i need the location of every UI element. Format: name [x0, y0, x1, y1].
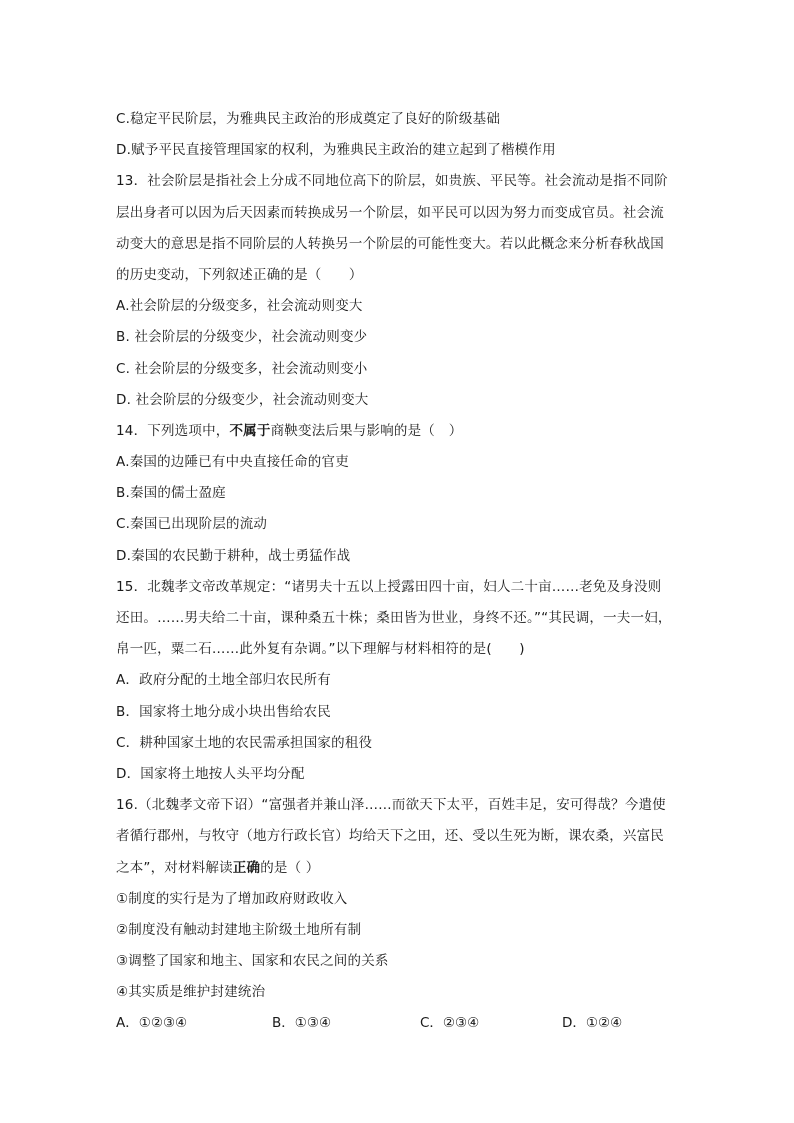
- q13-option-b: B. 社会阶层的分级变少，社会流动则变少: [116, 329, 368, 346]
- q16-stem-prefix: 之本”，对材料解读: [116, 859, 233, 876]
- q12-option-d: D.赋予平民直接管理国家的权利，为雅典民主政治的建立起到了楷模作用: [116, 142, 556, 159]
- q14-option-c: C.秦国已出现阶层的流动: [116, 516, 268, 533]
- q16-statement-2: ②制度没有触动封建地主阶级土地所有制: [116, 921, 362, 938]
- q15-stem-line: 15．北魏孝文帝改革规定：“诸男夫十五以上授露田四十亩，妇人二十亩……老免及身没则: [116, 578, 662, 595]
- q16-statement-1: ①制度的实行是为了增加政府财政收入: [116, 890, 348, 907]
- q14-stem-emphasis: 不属于: [229, 422, 271, 439]
- q14-stem-suffix: 商鞅变法后果与影响的是（ ）: [270, 422, 463, 439]
- q16-option-d: D．①②④: [562, 1015, 623, 1032]
- q16-statement-4: ④其实质是维护封建统治: [116, 984, 266, 1001]
- q14-option-a: A.秦国的边陲已有中央直接任命的官吏: [116, 454, 349, 471]
- q15-option-b: B．国家将土地分成小块出售给农民: [116, 703, 331, 720]
- q16-option-c: C．②③④: [420, 1015, 480, 1032]
- q16-stem-last-line: [116, 853, 696, 884]
- q14-stem: [116, 416, 696, 447]
- q16-stem-suffix: 的是（ ）: [260, 859, 320, 876]
- q16-stem-emphasis: 正确: [232, 859, 261, 876]
- q16-option-a: A．①②③④: [116, 1015, 188, 1032]
- q16-options-row: [116, 1008, 696, 1039]
- q16-stem-line: 16.（北魏孝文帝下诏）“富强者并兼山泽……而欲天下太平，百姓丰足，安可得哉？今遣使: [116, 797, 666, 814]
- q15-stem-line: 帛一匹，粟二石……此外复有杂调。”以下理解与材料相符的是( ): [116, 641, 525, 658]
- q15-option-d: D．国家将土地按人头平均分配: [116, 765, 305, 782]
- exam-page: [116, 104, 696, 1040]
- q15-stem-line: 还田。……男夫给二十亩，课种桑五十株；桑田皆为世业，身终不还。”“其民调，一夫一妇，: [116, 610, 672, 626]
- q13-stem-line: 的历史变动，下列叙述正确的是（ ）: [116, 266, 363, 283]
- q16-stem-line: 者循行郡州，与牧守（地方行政长官）均给天下之田，还、受以生死为断，课农桑，兴富民: [116, 828, 664, 845]
- q16-statement-3: ③调整了国家和地主、国家和农民之间的关系: [116, 953, 389, 970]
- q13-option-d: D. 社会阶层的分级变少，社会流动则变大: [116, 391, 369, 408]
- q13-stem-line: 层出身者可以因为后天因素而转换成另一个阶层，如平民可以因为努力而变成官员。社会流: [116, 204, 664, 221]
- q13-option-a: A.社会阶层的分级变多，社会流动则变大: [116, 298, 363, 315]
- q15-option-a: A．政府分配的土地全部归农民所有: [116, 672, 331, 689]
- q15-option-c: C．耕种国家土地的农民需承担国家的租役: [116, 734, 373, 751]
- q14-option-d: D.秦国的农民勤于耕种，战士勇猛作战: [116, 547, 351, 564]
- q13-stem-line: 13．社会阶层是指社会上分成不同地位高下的阶层，如贵族、平民等。社会流动是指不同阶: [116, 173, 668, 190]
- q13-stem-line: 动变大的意思是指不同阶层的人转换另一个阶层的可能性变大。若以此概念来分析春秋战国: [116, 235, 664, 252]
- q12-option-c: C.稳定平民阶层，为雅典民主政治的形成奠定了良好的阶级基础: [116, 111, 501, 127]
- q16-option-b: B．①③④: [272, 1015, 332, 1032]
- q14-stem-prefix: 14．下列选项中，: [116, 422, 230, 439]
- q14-option-b: B.秦国的儒士盈庭: [116, 485, 226, 502]
- q13-option-c: C. 社会阶层的分级变多，社会流动则变小: [116, 360, 368, 377]
